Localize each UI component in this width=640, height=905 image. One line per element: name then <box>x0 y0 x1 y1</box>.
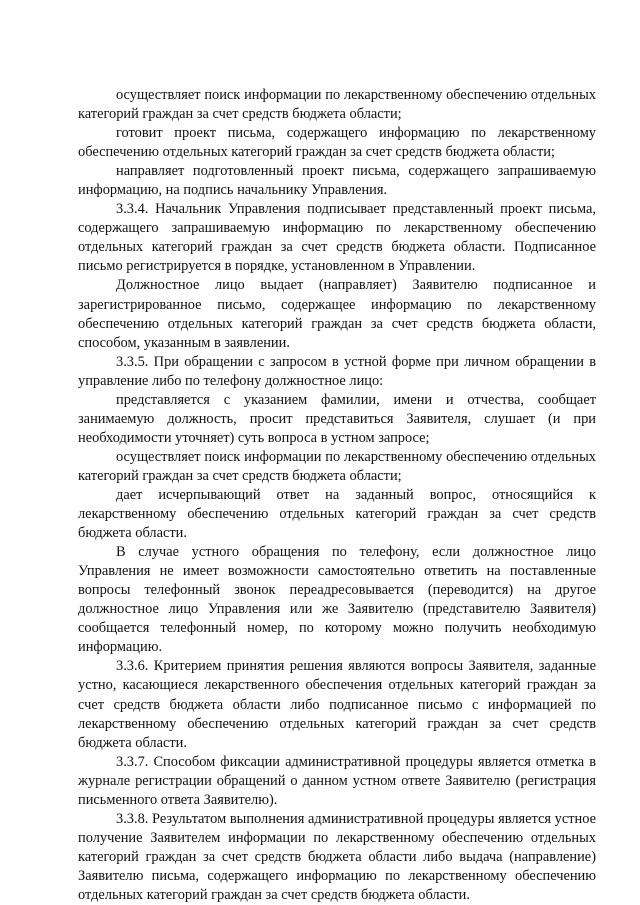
document-page <box>78 86 596 905</box>
paragraph: В случае устного обращения по телефону, если должностное лицо Управления не имеет возможности самостоятельно ответить на поставленные вопросы телефонный звонок переадресовывается (переводится) на другое должностное лицо Управления или же Заявителю (представителю Заявителя) сообщается телефонный номер, по которому можно получить необходимую информацию. <box>78 544 596 656</box>
paragraph: 3.3.7. Способом фиксации административной процедуры является отметка в журнале регистрации обращений о данном устном ответе Заявителю (регистрация письменного ответа Заявителю). <box>78 753 596 808</box>
paragraph: осуществляет поиск информации по лекарственному обеспечению отдельных категорий граждан за счет средств бюджета области; <box>78 87 596 123</box>
paragraph: представляется с указанием фамилии, имени и отчества, сообщает занимаемую должность, просит представиться Заявителя, слушает (и при необходимости уточняет) суть вопроса в устном запросе; <box>78 391 596 446</box>
paragraph: направляет подготовленный проект письма, содержащего запрашиваемую информацию, на подпись начальнику Управления. <box>78 163 596 199</box>
paragraph: осуществляет поиск информации по лекарственному обеспечению отдельных категорий граждан за счет средств бюджета области; <box>78 448 596 484</box>
paragraph: готовит проект письма, содержащего информацию по лекарственному обеспечению отдельных категорий граждан за счет средств бюджета области; <box>78 125 596 161</box>
paragraph: 3.3.6. Критерием принятия решения являются вопросы Заявителя, заданные устно, касающиеся лекарственного обеспечения отдельных категорий граждан за счет средств бюджета области либо подписанное письмо с информацией по лекарственному обеспечению отдельных категорий граждан за счет средств бюджета области. <box>78 658 596 751</box>
paragraph: дает исчерпывающий ответ на заданный вопрос, относящийся к лекарственному обеспечению отдельных категорий граждан за счет средств бюджета области. <box>78 486 596 542</box>
paragraph: Должностное лицо выдает (направляет) Заявителю подписанное и зарегистрированное письмо, содержащее информацию по лекарственному обеспечению отдельных категорий граждан за счет средств бюджета области, способом, указанным в заявлении. <box>78 277 596 351</box>
paragraph: 3.3.5. При обращении с запросом в устной форме при личном обращении в управление либо по телефону должностное лицо: <box>78 353 596 389</box>
paragraph: 3.3.4. Начальник Управления подписывает представленный проект письма, содержащего запрашиваемую информацию по лекарственному обеспечению отдельных категорий граждан за счет средств бюджета области. Подписанное письмо регистрируется в порядке, установленном в Управлении. <box>78 201 596 275</box>
paragraph: 3.3.8. Результатом выполнения административной процедуры является устное получение Заявителем информации по лекарственному обеспечению отдельных категорий граждан за счет средств бюджета области либо выдача (направление) Заявителю письма, содержащего информацию по лекарственному обеспечению отдельных категорий граждан за счет средств бюджета области. <box>78 810 596 903</box>
